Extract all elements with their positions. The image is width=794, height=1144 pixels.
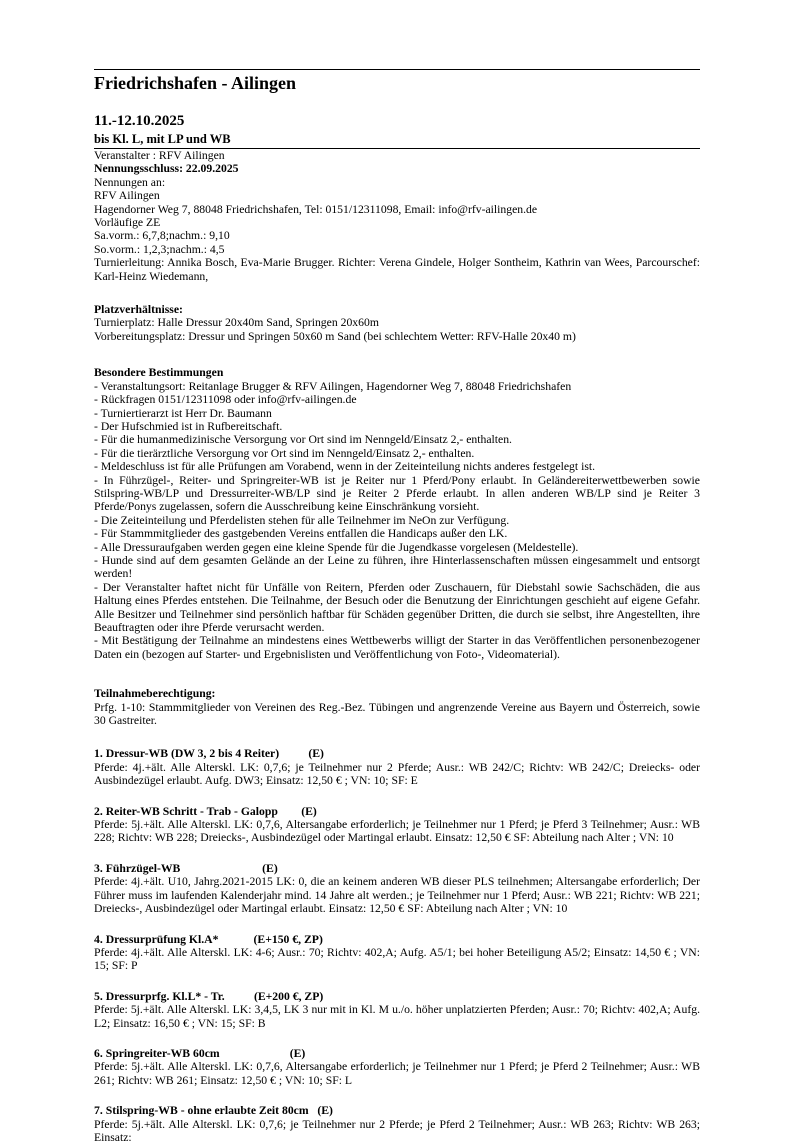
competition-entry-5 xyxy=(94,990,700,1030)
teilnahme-text: Prfg. 1-10: Stammmitglieder von Vereinen des Reg.-Bez. Tübingen und angrenzende Vereine aus Bayern und Österreich, sowie 30 Gastreiter. xyxy=(94,700,700,728)
competition-header: 3. Führzügel-WB (E) xyxy=(94,861,278,875)
competition-body: Pferde: 4j.+ält. Alle Alterskl. LK: 4-6; Ausr.: 70; Richtv: 402,A; Aufg. A5/1; bei hoher Beteiligung A5/2; Einsatz: 14,50 € ; VN: 15; SF: P xyxy=(94,945,700,973)
bestimmung-item: - Für die tierärztliche Versorgung vor Ort sind im Nenngeld/Einsatz 2,- enthalten. xyxy=(94,446,475,460)
bestimmungen-heading: Besondere Bestimmungen xyxy=(94,366,224,380)
section-teilnahmeberechtigung xyxy=(94,687,700,727)
event-class-line: bis Kl. L, mit LP und WB xyxy=(94,132,700,149)
competition-entry-2 xyxy=(94,805,700,845)
title-block xyxy=(94,69,700,149)
platz-vorbereitungsplatz: Vorbereitungsplatz: Dressur und Springen 50x60 m Sand (bei schlechtem Wetter: RFV-Halle 20x40 m) xyxy=(94,329,576,343)
competition-entry-1 xyxy=(94,747,700,787)
bestimmung-item: - Hunde sind auf dem gesamten Gelände an der Leine zu führen, ihre Hinterlassenschaften müssen eingesammelt und entsorgt werden! xyxy=(94,553,700,581)
bestimmung-item: - Meldeschluss ist für alle Prüfungen am Vorabend, wenn in der Zeiteinteilung nichts anderes festgelegt ist. xyxy=(94,460,596,474)
bestimmung-item: - Turniertierarzt ist Herr Dr. Baumann xyxy=(94,406,272,420)
competition-body: Pferde: 4j.+ält. Alle Alterskl. LK: 0,7,6; je Teilnehmer nur 2 Pferde; Ausr.: WB 242/C; Richtv: WB 242/C; Dreiecks- oder Ausbindezügel erlaubt. Aufg. DW3; Einsatz: 12,50 € ; VN: 10; SF: E xyxy=(94,760,700,788)
bestimmung-item: - Für Stammmitglieder des gastgebenden Vereins entfallen die Handicaps außer den LK. xyxy=(94,527,508,541)
info-vorlaeufige-ze: Vorläufige ZE xyxy=(94,216,161,230)
bestimmung-item: - Der Veranstalter haftet nicht für Unfälle von Reitern, Pferden oder Zuschauern, für Diebstahl sowie Sachschäden, die aus Haltung eines Pferdes entstehen. Die Teilnahme, der Besuch oder die Benutzung der Einrichtungen geschieht auf eigene Gefahr. Alle Besitzer und Teilnehmer sind persönlich haftbar für Schäden gegenüber Dritten, die durch sie selbst, ihre Angestellten, ihre Beauftragten oder ihre Pferde verursacht werden. xyxy=(94,580,700,634)
info-veranstalter: Veranstalter : RFV Ailingen xyxy=(94,149,225,162)
section-besondere-bestimmungen xyxy=(94,366,700,661)
bestimmung-item: - Der Hufschmied ist in Rufbereitschaft. xyxy=(94,419,283,433)
competition-header: 2. Reiter-WB Schritt - Trab - Galopp (E) xyxy=(94,804,317,818)
bestimmung-item: - Mit Bestätigung der Teilnahme an mindestens eines Wettbewerbs willigt der Starter in das Veröffentlichen personenbezogener Daten ein (bezogen auf Starter- und Ergebnislisten und Veröffentlichung von Foto-, Videomaterial). xyxy=(94,634,700,661)
bestimmung-item: - Für die humanmedizinische Versorgung vor Ort sind im Nenngeld/Einsatz 2,- enthalten. xyxy=(94,433,512,447)
competition-entry-3 xyxy=(94,862,700,916)
competition-header: 5. Dressurprfg. Kl.L* - Tr. (E+200 €, ZP) xyxy=(94,989,324,1003)
bestimmung-item: - Rückfragen 0151/12311098 oder info@rfv-ailingen.de xyxy=(94,393,357,407)
section-platzverhaeltnisse xyxy=(94,303,700,343)
competition-entry-7 xyxy=(94,1104,700,1144)
competition-entry-4 xyxy=(94,933,700,973)
info-club: RFV Ailingen xyxy=(94,189,160,203)
competition-body: Pferde: 5j.+ält. Alle Alterskl. LK: 0,7,6; je Teilnehmer nur 2 Pferde; je Pferd 2 Teilnehmer; Ausr.: WB 263; Richtv: WB 263; Einsatz: xyxy=(94,1117,700,1144)
info-nennungen-an: Nennungen an: xyxy=(94,175,166,189)
info-nennungsschluss: Nennungsschluss: 22.09.2025 xyxy=(94,162,239,176)
bestimmung-item: - In Führzügel-, Reiter- und Springreiter-WB ist je Reiter nur 1 Pferd/Pony erlaubt. In Geländereiterwettbewerben sowie Stilspring-WB/LP und Dressurreiter-WB/LP sind je Reiter 2 Pferde erlaubt. In allen anderen WB/LP sind je Reiter 3 Pferde/Ponys zugelassen, sofern die Ausschreibung keine Einschränkung vorsieht. xyxy=(94,473,700,514)
competition-header: 7. Stilspring-WB - ohne erlaubte Zeit 80cm (E) xyxy=(94,1104,333,1118)
organizer-info-block xyxy=(94,149,700,283)
competition-entry-6 xyxy=(94,1047,700,1087)
teilnahme-heading: Teilnahmeberechtigung: xyxy=(94,687,216,701)
event-date: 11.-12.10.2025 xyxy=(94,113,185,129)
info-sa-zeiten: Sa.vorm.: 6,7,8;nachm.: 9,10 xyxy=(94,229,230,243)
competition-header: 6. Springreiter-WB 60cm (E) xyxy=(94,1046,306,1060)
competition-body: Pferde: 4j.+ält. U10, Jahrg.2021-2015 LK: 0, die an keinem anderen WB dieser PLS teilnehmen; Altersangabe erforderlich; Der Führer muss im laufenden Kalenderjahr mind. 14 Jahre alt werden.; je Teilnehmer nur 1 Pferd; Ausr.: WB 221; Richtv: WB 221; Dreiecks-, Ausbindezügel oder Martingal erlaubt. Einsatz: 12,50 € SF: Abteilung nach Alter ; VN: 10 xyxy=(94,875,700,916)
competition-header: 1. Dressur-WB (DW 3, 2 bis 4 Reiter) (E) xyxy=(94,747,324,761)
document-title: Friedrichshafen - Ailingen xyxy=(94,73,296,93)
competition-header: 4. Dressurprüfung Kl.A* (E+150 €, ZP) xyxy=(94,932,323,946)
info-turnierleitung: Turnierleitung: Annika Bosch, Eva-Marie Brugger. Richter: Verena Gindele, Holger Sontheim, Kathrin van Wees, Parcourschef: Karl-Heinz Wiedemann, xyxy=(94,256,700,283)
info-so-zeiten: So.vorm.: 1,2,3;nachm.: 4,5 xyxy=(94,242,225,256)
competition-body: Pferde: 5j.+ält. Alle Alterskl. LK: 3,4,5, LK 3 nur mit in Kl. M u./o. höher unplatzierten Pferden; Ausr.: 70; Richtv: 402,A; Aufg. L2; Einsatz: 16,50 € ; VN: 15; SF: B xyxy=(94,1003,700,1030)
info-address: Hagendorner Weg 7, 88048 Friedrichshafen, Tel: 0151/12311098, Email: info@rfv-ailingen.de xyxy=(94,202,538,216)
bestimmung-item: - Die Zeiteinteilung und Pferdelisten stehen für alle Teilnehmer im NeOn zur Verfügung. xyxy=(94,513,510,527)
competition-body: Pferde: 5j.+ält. Alle Alterskl. LK: 0,7,6, Altersangabe erforderlich; je Teilnehmer nur 1 Pferd; je Pferd 2 Teilnehmer; Ausr.: WB 261; Richtv: WB 261; Einsatz: 12,50 € ; VN: 10; SF: L xyxy=(94,1060,700,1087)
platz-heading: Platzverhältnisse: xyxy=(94,303,183,317)
bestimmung-item: - Alle Dressuraufgaben werden gegen eine kleine Spende für die Jugendkasse vorgelesen (Meldestelle). xyxy=(94,540,579,554)
platz-turnierplatz: Turnierplatz: Halle Dressur 20x40m Sand, Springen 20x60m xyxy=(94,316,379,330)
competition-body: Pferde: 5j.+ält. Alle Alterskl. LK: 0,7,6, Altersangabe erforderlich; je Teilnehmer nur 1 Pferd; je Pferd 3 Teilnehmer; Ausr.: WB 228; Richtv: WB 228; Dreiecks-, Ausbindezügel oder Martingal erlaubt. Einsatz: 12,50 € SF: Abteilung nach Alter ; VN: 10 xyxy=(94,818,700,845)
bestimmung-item: - Veranstaltungsort: Reitanlage Brugger & RFV Ailingen, Hagendorner Weg 7, 88048 Friedrichshafen xyxy=(94,379,572,393)
